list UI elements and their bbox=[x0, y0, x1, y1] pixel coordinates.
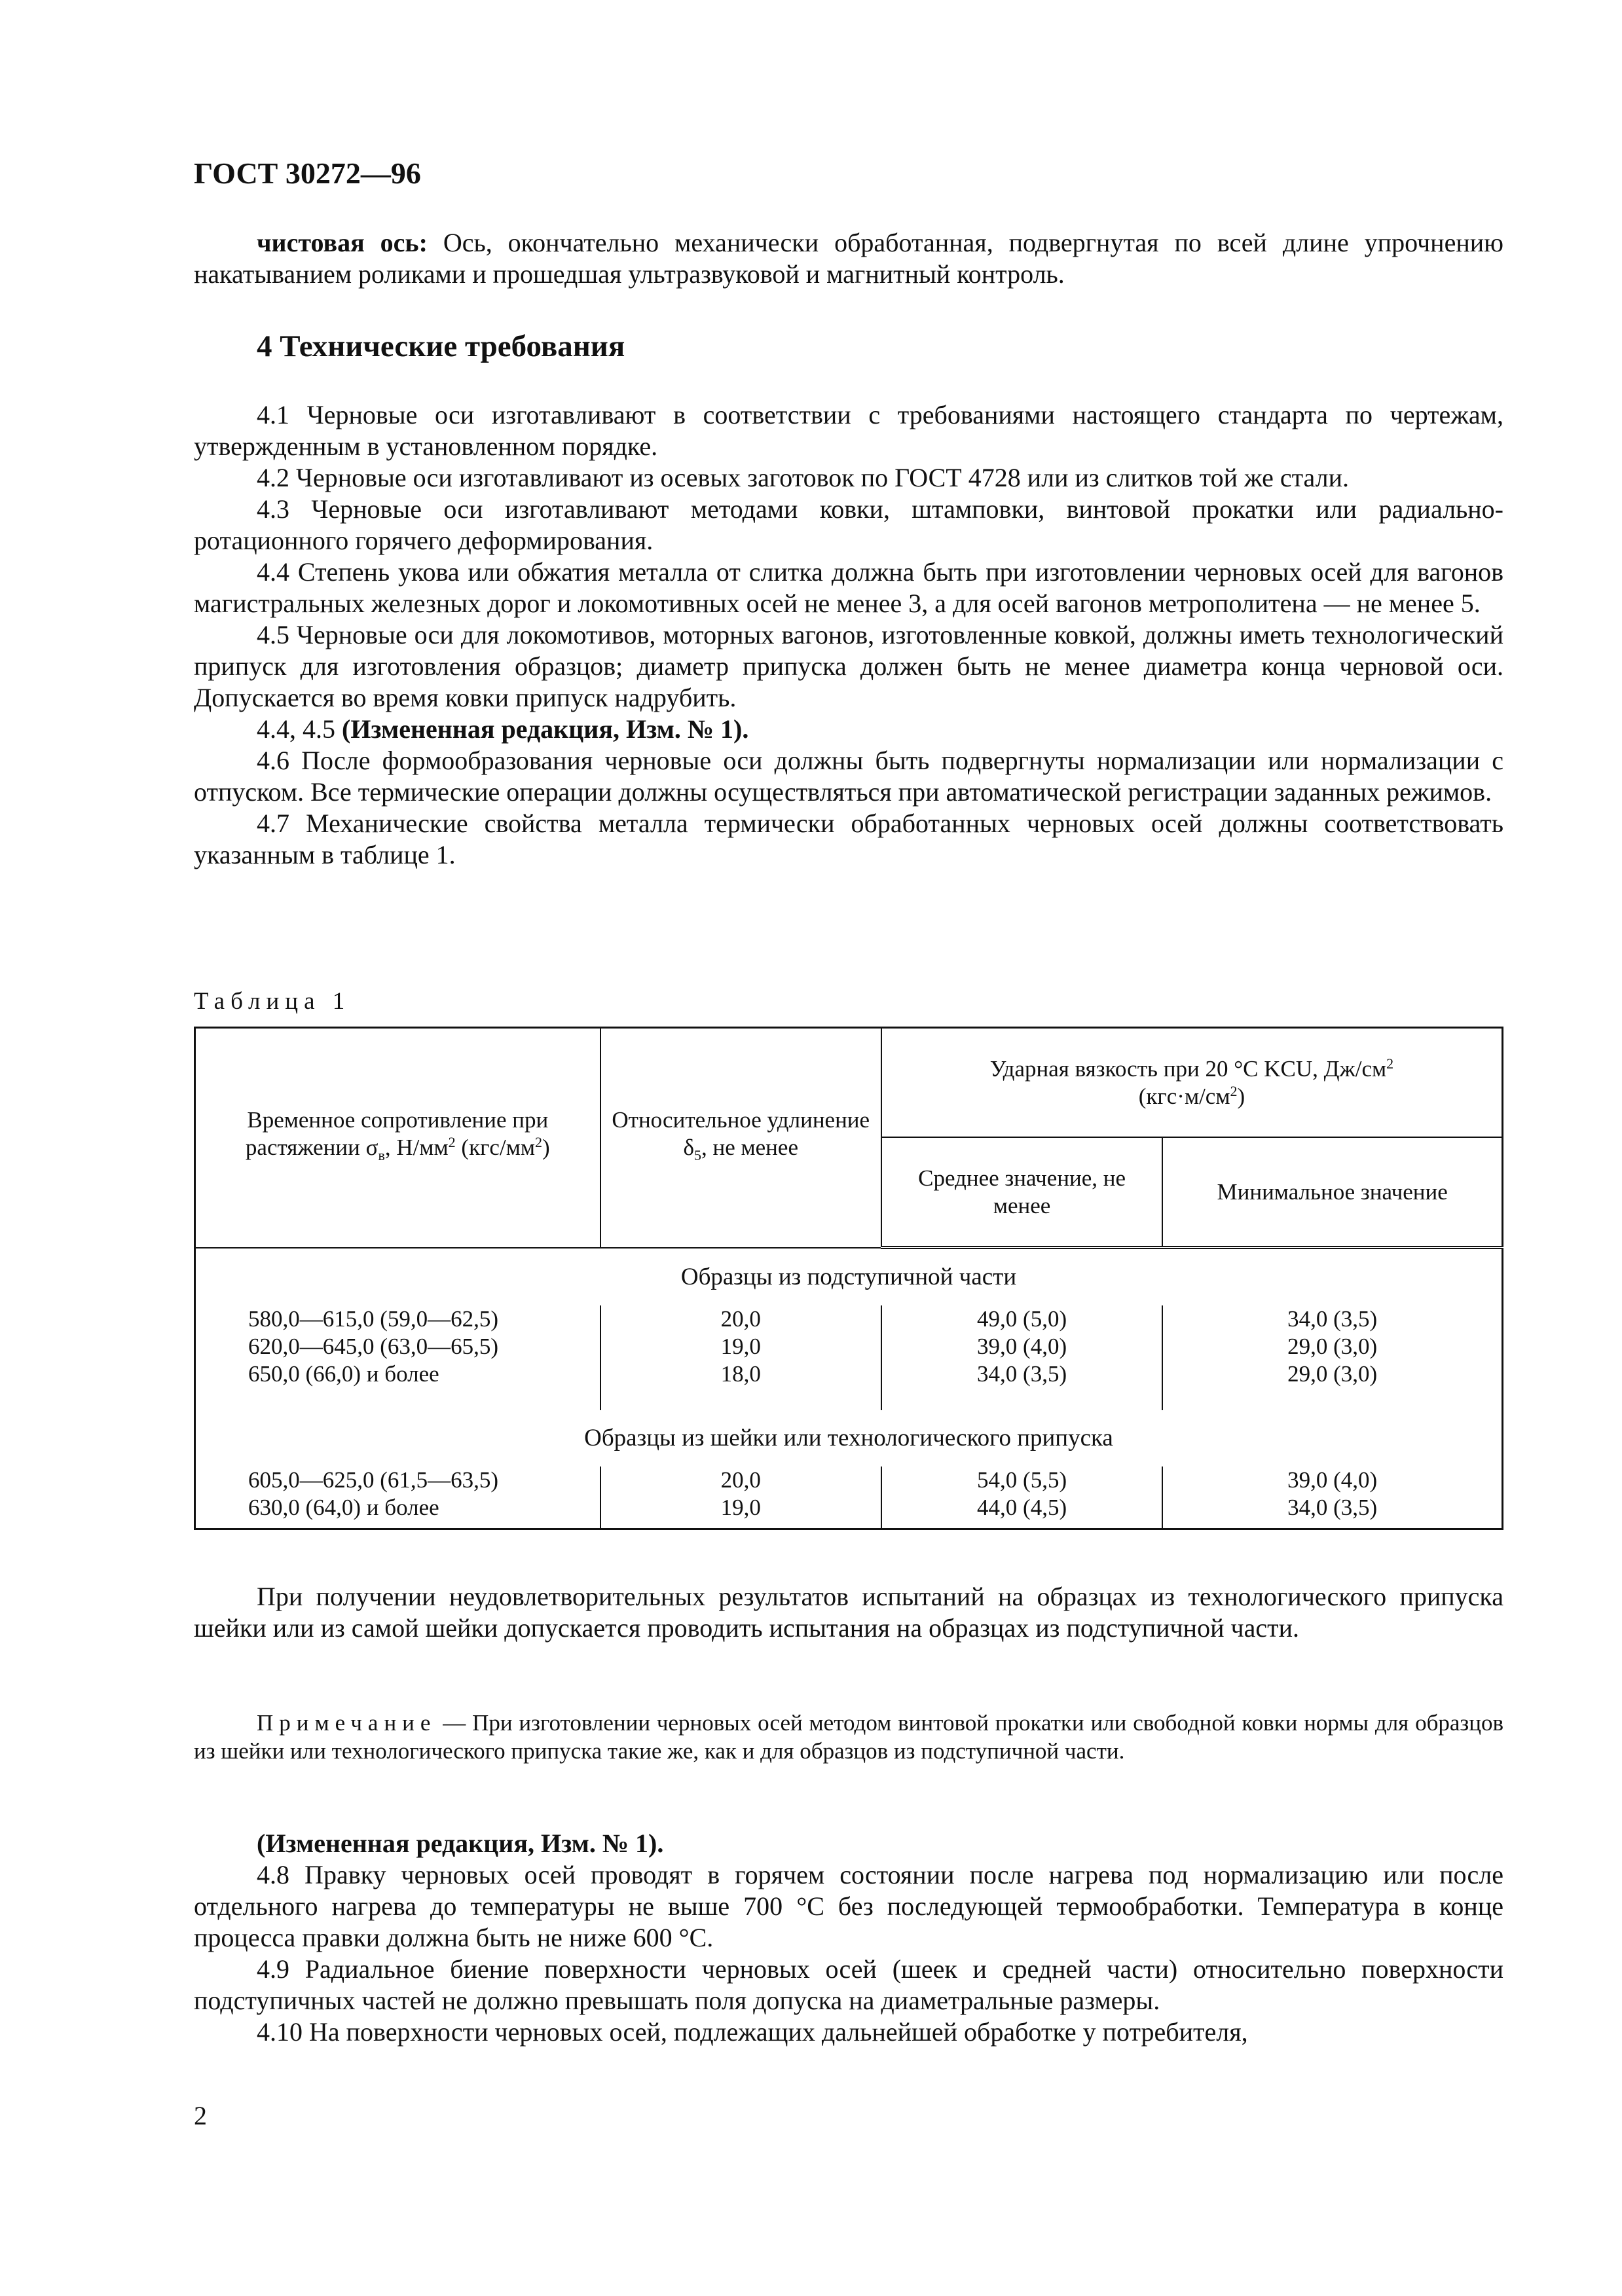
table-cell-average: 54,0 (5,5) 44,0 (4,5) bbox=[881, 1467, 1162, 1529]
clause-4-9: 4.9 Радиальное биение поверхности черновых осей (шеек и средней части) относительно поверхности подступичных частей не должно превышать поля допуска на диаметральные размеры. bbox=[194, 1954, 1503, 2015]
clause-4-8: 4.8 Правку черновых осей проводят в горячем состоянии после нагрева под нормализацию или после отдельного нагрева до температуры не выше 700 °С без последующей термообработки. Температура в конце процесса правки должна быть не ниже 600 °С. bbox=[194, 1860, 1503, 1952]
document-header: ГОСТ 30272—96 bbox=[194, 156, 421, 190]
section-title: 4 Технические требования bbox=[257, 329, 625, 363]
table-cell-average: 49,0 (5,0) 39,0 (4,0) 34,0 (3,5) bbox=[881, 1305, 1162, 1410]
properties-table bbox=[194, 1027, 1503, 1530]
clause-4-4: 4.4 Степень укова или обжатия металла от слитка должна быть при изготовлении черновых осей для вагонов магистральных железных дорог и локомотивных осей не менее 3, а для осей вагонов метрополитена — не менее 5. bbox=[194, 557, 1503, 618]
clause-4-2: 4.2 Черновые оси изготавливают из осевых заготовок по ГОСТ 4728 или из слитков той же стали. bbox=[257, 463, 1350, 492]
table-note bbox=[194, 1709, 1503, 1765]
clause-4-5: 4.5 Черновые оси для локомотивов, моторных вагонов, изготовленные ковкой, должны иметь технологический припуск для изготовления образцов; диаметр припуска должен быть не менее диаметра конца черновой оси. Допускается во время ковки припуск надрубить. bbox=[194, 620, 1503, 712]
header-tensile-strength: Временное сопротивление при растяжении $\sigma_в$, $Н/мм^2$ $(кгс/мм^2)$ bbox=[195, 1028, 600, 1248]
clauses-block bbox=[194, 399, 1503, 871]
after-table-paragraph bbox=[194, 1581, 1503, 1644]
header-elongation: Относительное удлинение $\delta_5$, не менее bbox=[600, 1028, 881, 1248]
table-section-subhub: Образцы из подступичной части bbox=[680, 1264, 1017, 1290]
clause-4-3: 4.3 Черновые оси изготавливают методами ковки, штамповки, винтовой прокатки или радиально-ротационного горячего деформирования. bbox=[194, 494, 1503, 555]
clauses-block-2 bbox=[194, 1859, 1503, 2048]
definition-term: чистовая ось: bbox=[257, 228, 428, 257]
amendment-note-2: (Измененная редакция, Изм. № 1). bbox=[257, 1829, 664, 1858]
table-caption: Таблица 1 bbox=[194, 988, 351, 1015]
amendment-prefix: 4.4, 4.5 bbox=[257, 714, 342, 744]
amendment-note-1 bbox=[194, 714, 1503, 745]
clause-4-6: 4.6 После формообразования черновые оси должны быть подвергнуты нормализации или нормализации с отпуском. Все термические операции должны осуществляться при автоматической регистрации заданных режимов. bbox=[194, 746, 1503, 807]
definition-paragraph bbox=[194, 227, 1503, 290]
amendment-text: (Измененная редакция, Изм. № 1). bbox=[342, 714, 749, 744]
header-minimum-value: Минимальное значение bbox=[1162, 1137, 1502, 1248]
header-impact-toughness: Ударная вязкость при 20 °С KCU, $Дж/см^2$ $(кгс\cdot м/см^2)$ bbox=[881, 1028, 1503, 1138]
after-table-text: При получении неудовлетворительных результатов испытаний на образцах из технологического припуска шейки или из самой шейки допускается проводить испытания на образцах из подступичной части. bbox=[194, 1582, 1503, 1643]
clause-4-7: 4.7 Механические свойства металла термически обработанных черновых осей должны соответствовать указанным в таблице 1. bbox=[194, 809, 1503, 869]
table-cell-elongation: 20,0 19,0 18,0 bbox=[600, 1305, 881, 1410]
table-cell-elongation: 20,0 19,0 bbox=[600, 1467, 881, 1529]
table-cell-strength: 605,0—625,0 (61,5—63,5) 630,0 (64,0) и более bbox=[195, 1467, 600, 1529]
table-section-neck: Образцы из шейки или технологического припуска bbox=[584, 1425, 1113, 1451]
clause-4-1: 4.1 Черновые оси изготавливают в соответствии с требованиями настоящего стандарта по чертежам, утвержденным в установленном порядке. bbox=[194, 400, 1503, 461]
clause-4-10: 4.10 На поверхности черновых осей, подлежащих дальнейшей обработке у потребителя, bbox=[257, 2017, 1248, 2047]
table-cell-minimum: 39,0 (4,0) 34,0 (3,5) bbox=[1162, 1467, 1502, 1529]
table-cell-strength: 580,0—615,0 (59,0—62,5) 620,0—645,0 (63,0—65,5) 650,0 (66,0) и более bbox=[195, 1305, 600, 1410]
header-average-value: Среднее значение, не менее bbox=[881, 1137, 1162, 1248]
table-cell-minimum: 34,0 (3,5) 29,0 (3,0) 29,0 (3,0) bbox=[1162, 1305, 1502, 1410]
note-text: — При изготовлении черновых осей методом винтовой прокатки или свободной ковки нормы для образцов из шейки или технологического припуска такие же, как и для образцов из подступичной части. bbox=[194, 1710, 1503, 1764]
definition-text: Ось, окончательно механически обработанная, подвергнутая по всей длине упрочнению накатыванием роликами и прошедшая ультразвуковой и магнитный контроль. bbox=[194, 228, 1504, 289]
page-number: 2 bbox=[194, 2101, 207, 2130]
note-label: Примечание bbox=[257, 1710, 437, 1736]
